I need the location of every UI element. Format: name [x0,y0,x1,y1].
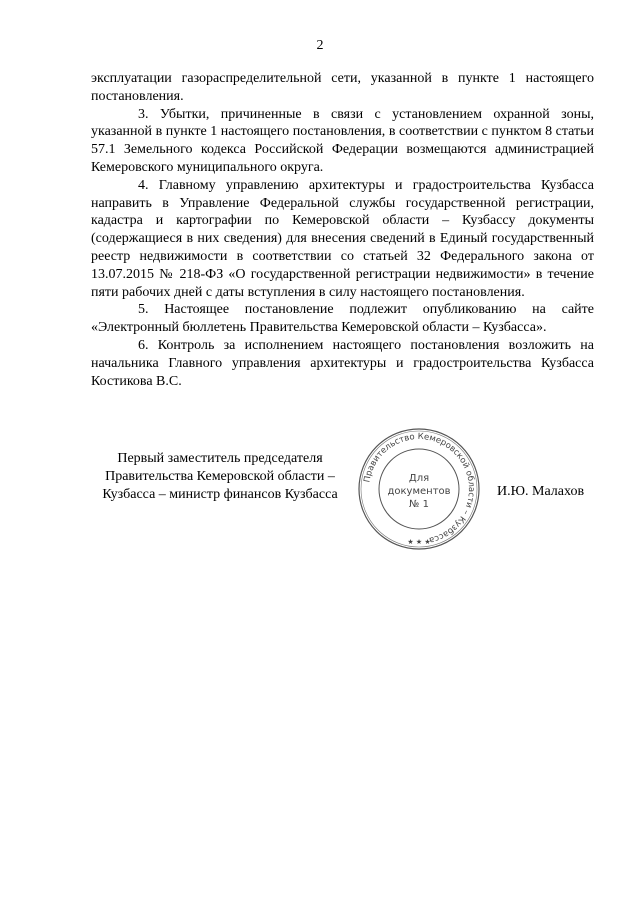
stamp-stars-decoration: ★ ★ ★ [407,538,431,546]
page-number: 2 [316,38,324,53]
signatory-name: И.Ю. Малахов [497,484,585,499]
signatory-title [82,450,358,504]
paragraph-item-6: 6. Контроль за исполнением настоящего постановления возложить на начальника Главного управления архитектуры и градостроительства Кузбасса Костикова В.С. [91,337,594,389]
document-body [91,70,594,390]
paragraph-continuation: эксплуатации газораспределительной сети, указанной в пункте 1 настоящего постановления. [91,71,594,104]
stamp-center-line: № 1 [409,499,429,510]
signatory-title-line: Первый заместитель председателя [117,451,323,466]
stamp-center-line: Для [408,473,430,484]
stamp-ring-text: Правительство Кемеровской области – Кузбасса [362,431,477,545]
paragraph-item-3: 3. Убытки, причиненные в связи с установлением охранной зоны, указанной в пункте 1 настоящего постановления, в соответствии с пунктом 8 статьи 57.1 Земельного кодекса Российской Федерации возмещаются администрацией Кемеровского муниципального округа. [91,106,594,175]
signatory-title-line: Правительства Кемеровской области – [105,469,335,484]
official-seal-stamp [355,425,483,553]
signatory-title-line: Кузбасса – министр финансов Кузбасса [102,487,338,502]
stamp-center-line: документов [387,486,451,497]
paragraph-item-5: 5. Настоящее постановление подлежит опубликованию на сайте «Электронный бюллетень Правительства Кемеровской области – Кузбасса». [91,302,594,336]
paragraph-item-4: 4. Главному управлению архитектуры и градостроительства Кузбасса направить в Управление Федеральной службы государственной регистрации, кадастра и картографии по Кемеровской области – Кузбассу документы (содержащиеся в них сведения) для внесения сведений в Единый государственный реестр недвижимости в соответствии со статьей 32 Федерального закона от 13.07.2015 № 218-ФЗ «О государственной регистрации недвижимости» в течение пяти рабочих дней с даты вступления в силу настоящего постановления. [91,177,594,300]
